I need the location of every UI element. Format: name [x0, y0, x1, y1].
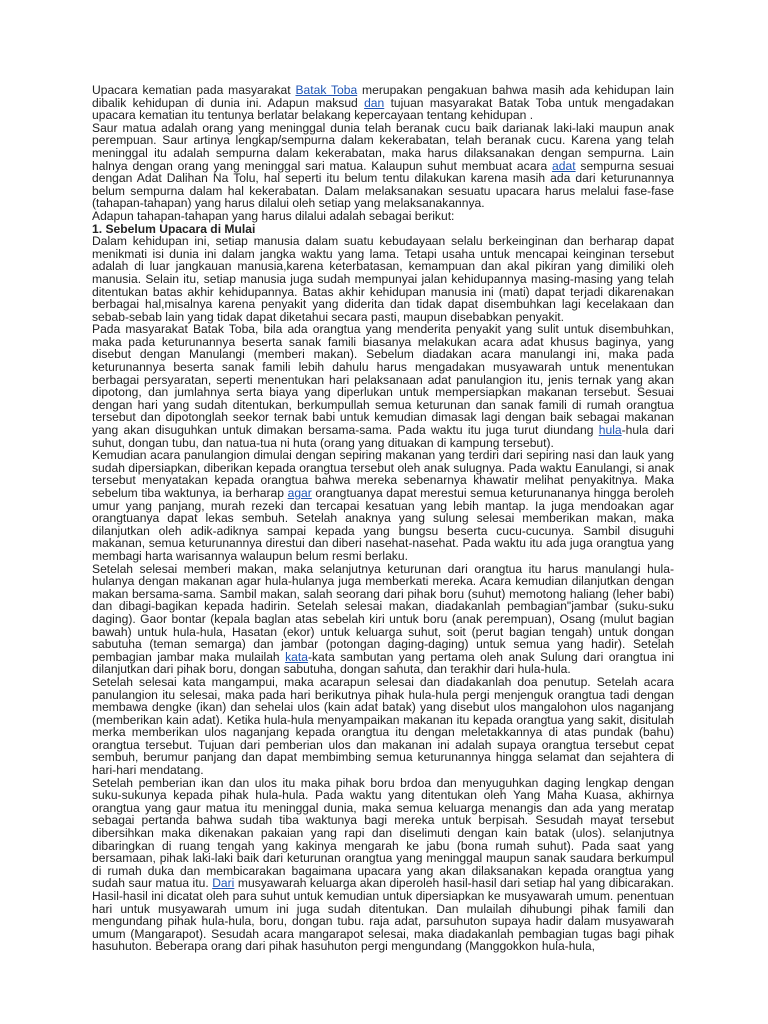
- paragraph-musyawarah: [92, 777, 674, 953]
- text-segment: -kata sambutan yang pertama oleh anak Sulung dari orangtua ini dilanjutkan dari pihak boru, dongan sabutuha, dongan sahuta, dan terakhir dari hula-hula.: [92, 649, 674, 677]
- text-segment: Saur matua adalah orang yang meninggal dunia telah beranak cucu baik darianak laki-laki maupun anak perempuan. Saur artinya lengkap/sempurna dalam kekerabatan, telah beranak cucu. Karena yang telah meninggal itu adalah sempurna dalam kekerabatan, maka harus dilaksanakan dengan sempurna. Lain halnya dengan orang yang meninggal sari matua. Kalaupun suhut membuat acara: [92, 120, 674, 173]
- link-hula[interactable]: hula: [598, 423, 622, 438]
- link-dari[interactable]: Dari: [212, 876, 235, 891]
- link-adat[interactable]: adat: [552, 158, 576, 173]
- article-body: [92, 84, 674, 953]
- text-segment: Setelah pemberian ikan dan ulos itu maka pihak boru brdoa dan menyuguhkan daging lengkap dengan suku-sukunya kepada pihak hula-hula. Pada waktu yang ditentukan oleh Yang Maha Kuasa, akhirnya orangtua yang gaur matua itu meninggal dunia, maka semua keluarga menangis dan ada yang meratap sebagai pertanda bahwa sudah tiba waktunya bagi mereka untuk berpisah. Sesudah mayat tersebut dibersihkan maka dikenakan pakaian yang rapi dan diselimuti dengan kain batak (ulos). selanjutnya dibaringkan di ruang tengah yang kakinya mengarah ke jabu (bona rumah suhut). Pada saat yang bersamaan, pihak laki-laki baik dari keturunan orangtua yang meninggal maupun sanak saudara berkumpul di rumah duka dan membicarakan bagaimana upacara yang akan dilaksanakan kepada orangtua yang sudah saur matua itu.: [92, 775, 674, 891]
- text-segment: merupakan pengakuan bahwa masih ada kehidupan lain dibalik kehidupan di dunia ini. Adapun maksud: [92, 83, 674, 110]
- link-agar[interactable]: agar: [287, 486, 312, 500]
- link-batak-toba[interactable]: Batak Toba: [295, 83, 358, 97]
- link-dan[interactable]: dan: [364, 95, 385, 110]
- paragraph-jambar: [92, 563, 674, 676]
- text-segment: Upacara kematian pada masyarakat: [92, 83, 296, 97]
- section-heading: 1. Sebelum Upacara di Mulai: [92, 221, 256, 236]
- paragraph-panulangion: [92, 449, 674, 562]
- link-kata[interactable]: kata: [285, 649, 308, 664]
- text-segment: musyawarah keluarga akan diperoleh hasil-hasil dari setiap hal yang dibicarakan. Hasil-hasil ini dicatat oleh para suhut untuk kemudian untuk dipersiapkan ke musyawarah umum. penentuan hari untuk musyawarah umum ini juga sudah ditentukan. Dan mulailah dihubungi pihak famili dan mengundang pihak hula-hula, boru, dongan tubu. raja adat, parsuhuton supaya hadir dalam musyawarah umum (Mangarapot). Sesudah acara mangarapot selesai, maka diadakanlah pembagian tugas bagi pihak hasuhuton. Beberapa orang dari pihak hasuhuton pergi mengundang (Manggokkon hula-hula,: [92, 876, 674, 954]
- text-segment: Setelah selesai memberi makan, maka selanjutnya keturunan dari orangtua itu harus manulangi hula-hulanya dengan makanan agar hula-hulanya juga memberkati mereka. Acara kemudian dilanjutkan dengan makan bersama-sama. Sambil makan, salah seorang dari pihak boru (suhut) memotong haliang (leher babi) dan dibagi-bagikan kepada hadirin. Setelah selesai makan, diadakanlah pembagian"jambar (suku-suku daging). Gaor bontar (kepala baglan atas sebelah kiri untuk boru (anak perempuan), Osang (mulut bagian bawah) untuk hula-hula, Hasatan (ekor) untuk keluarga suhut, soit (perut bagian tengah) untuk dongan sabutuha (teman semarga) dan jambar (potongan daging-daging) untuk semua yang hadir). Setelah pembagian jambar maka mulailah: [92, 561, 674, 664]
- paragraph-manulangi: [92, 323, 674, 449]
- paragraph-stages-intro: Adapun tahapan-tahapan yang harus dilalui adalah sebagai berikut:: [92, 208, 455, 223]
- paragraph-saur-matua: [92, 122, 674, 210]
- text-segment: tujuan masyarakat Batak Toba untuk mengadakan upacara kematian itu tentunya berlatar belakang kepercayaan tentang kehidupan .: [92, 95, 674, 123]
- text-segment: sempurna sesuai dengan Adat Dalihan Na Tolu, hal seperti itu belum tentu dilakukan karena masih ada dari keturunannya belum sempurna dalam hal kekerabatan. Dalam melaksanakan sesuatu upacara harus melalui fase-fase (tahapan-tahapan) yang harus dilalui oleh setiap yang melaksanakannya.: [92, 158, 674, 211]
- paragraph-life: Dalam kehidupan ini, setiap manusia dalam suatu kebudayaan selalu berkeinginan dan berharap dapat menikmati isi dunia ini dalam jangka waktu yang lama. Tetapi usaha untuk mencapai keinginan tersebut adalah di luar jangkauan manusia,karena keterbatasan, kemampuan dan akal pikiran yang dimiliki oleh manusia. Selain itu, setiap manusia juga sudah mempunyai jalan kehidupannya masing-masing yang telah ditentukan batas akhir kehidupannya. Batas akhir kehidupan manusia ini (mati) dapat terjadi dikarenakan berbagai hal,misalnya karena penyakit yang diderita dan tidak dapat disembuhkan lagi kecelakaan dan sebab-sebab lain yang tidak dapat diketahui secara pasti, maupun disebabkan penyakit.: [92, 234, 674, 324]
- text-segment: Kemudian acara panulangion dimulai dengan sepiring makanan yang terdiri dari sepiring nasi dan lauk yang sudah dipersiapkan, diberikan kepada orangtua tersebut oleh anak sulugnya. Pada waktu Eanulangi, si anak tersebut menyatakan kepada orangtua bahwa mereka sebenarnya khawatir melihat penyakitnya. Maka sebelum tiba waktunya, ia berharap: [92, 448, 674, 500]
- text-segment: orangtuanya dapat merestui semua keturunananya hingga beroleh umur yang panjang, murah rezeki dan tercapai kesatuan yang lebih mantap. Ia juga mendoakan agar orangtuanya dapat lekas sembuh. Setelah anaknya yang sulung selesai memberikan makan, maka dilanjutkan oleh adik-adiknya sampai kepada yang bungsu beserta cucu-cucunya. Sambil disuguhi makanan, semua keturunannya direstui dan diberi nasehat-nasehat. Pada waktu itu ada juga orangtua yang membagi harta warisannya walaupun belum resmi berlaku.: [92, 486, 674, 563]
- text-segment: -hula dari suhut, dongan tubu, dan natua-tua ni huta (orang yang dituakan di kampung tersebut).: [92, 423, 674, 450]
- text-segment: Pada masyarakat Batak Toba, bila ada orangtua yang menderita penyakit yang sulit untuk disembuhkan, maka pada keturunannya beserta sanak famili biasanya melakukan acara adat khusus baginya, yang disebut dengan Manulangi (memberi makan). Sebelum diadakan acara manulangi ini, maka pada keturunannya beserta sanak famili lebih dahulu harus mengadakan musyawarah untuk menentukan berbagai persyaratan, seperti menentukan hari pelaksanaan adat panulangion itu, jenis ternak yang akan dipotong, dan jumlahnya serta biaya yang diperlukan untuk mempersiapkan makanan tersebut. Sesuai dengan hari yang sudah ditentukan, berkumpullah semua keturunan dan sanak famili di rumah orangtua tersebut dan dipotonglah seekor ternak babi untuk kemudian dimasak lagi dengan baik sebagai makanan yang akan disuguhkan untuk dimakan bersama-sama. Pada waktu itu juga turut diundang: [92, 322, 674, 438]
- paragraph-intro: [92, 84, 674, 122]
- paragraph-ulos: Setelah selesai kata mangampui, maka acarapun selesai dan diadakanlah doa penutup. Setelah acara panulangion itu selesai, maka pada hari berikutnya pihak hula-hula pergi menjenguk orangtua tadi dengan membawa dengke (ikan) dan sehelai ulos (kain adat batak) yang disebut ulos mangalohon ulos naganjang (memberikan kain adat). Ketika hula-hula menyampaikan makanan itu kepada orangtua yang sakit, disitulah merka memberikan ulos naganjang kepada orangtua itu dengan meletakkannya di atas pundak (bahu) orangtua tersebut. Tujuan dari pemberian ulos dan makanan ini adalah supaya orangtua tersebut cepat sembuh, berumur panjang dan dapat membimbing semua keturunannya hingga selamat dan sejahtera di hari-hari mendatang.: [92, 674, 674, 778]
